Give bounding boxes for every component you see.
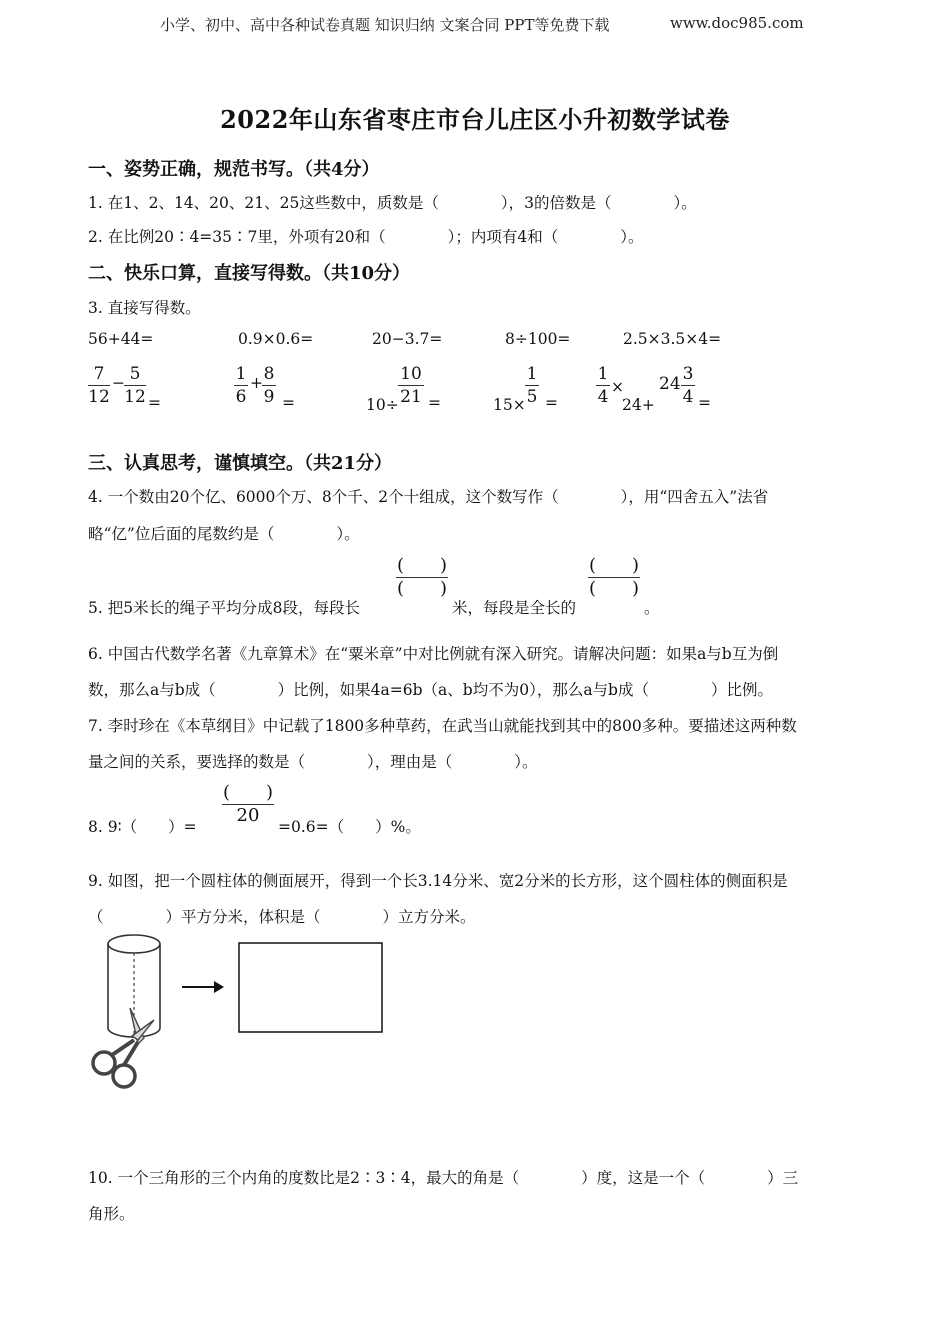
equals-1: = xyxy=(148,394,161,412)
plus-sign: + xyxy=(250,374,263,392)
header-url[interactable]: www.doc985.com xyxy=(670,14,804,32)
question-1: 1. 在1、2、14、20、21、25这些数中，质数是（ ），3的倍数是（ ）。 xyxy=(88,194,697,212)
fraction-1-5: 1 5 xyxy=(526,364,538,407)
question-8-text-a: 8. 9∶（ ）= xyxy=(88,818,197,836)
q5-ratio-fraction: ( ) ( ) xyxy=(588,555,640,599)
section-heading-1: 一、姿势正确，规范书写。（共4分） xyxy=(88,159,380,180)
unfolded-rectangle xyxy=(238,942,384,1034)
calc-3: 20−3.7= xyxy=(372,330,443,348)
header-left: 小学、初中、高中各种试卷真题 知识归纳 文案合同 PPT等免费下载 xyxy=(160,16,610,34)
calc-4: 8÷100= xyxy=(505,330,571,348)
fraction-1-4: 1 4 xyxy=(597,364,609,407)
fraction-8-9: 8 9 xyxy=(263,364,275,407)
cylinder-scissors-figure xyxy=(82,928,172,1098)
fraction-10-21: 10 21 xyxy=(398,364,424,407)
multiply-prefix: 15× xyxy=(493,396,526,414)
question-2: 2. 在比例20∶4=35∶7里，外项有20和（ ）；内项有4和（ ）。 xyxy=(88,228,644,246)
whole-24: 24 xyxy=(659,374,681,394)
question-4-line2: 略“亿”位后面的尾数约是（ ）。 xyxy=(88,525,360,543)
calc-1: 56+44= xyxy=(88,330,154,348)
question-8-text-b: =0.6=（ ）%。 xyxy=(278,818,421,836)
fraction-3-4: 3 4 xyxy=(682,364,694,407)
question-7-line2: 量之间的关系，要选择的数是（ ），理由是（ ）。 xyxy=(88,753,538,771)
fraction-1-6: 1 6 xyxy=(235,364,247,407)
section-heading-3: 三、认真思考，谨慎填空。（共21分） xyxy=(88,453,393,474)
question-3: 3. 直接写得数。 xyxy=(88,299,201,317)
question-5-text-c: 。 xyxy=(644,599,660,617)
q8-fraction: ( ) 20 xyxy=(222,782,274,826)
question-6-line1: 6. 中国古代数学名著《九章算术》在“粟米章”中对比例就有深入研究。请解决问题：如果a与b互为倒 xyxy=(88,645,779,663)
fraction-5-12: 5 12 xyxy=(124,364,146,407)
question-4-line1: 4. 一个数由20个亿、6000个万、8个千、2个十组成，这个数写作（ ），用“四舍五入”法省 xyxy=(88,488,769,506)
equals-5: = xyxy=(698,394,711,412)
plus-24: 24+ xyxy=(622,396,655,414)
page-title: 2022年山东省枣庄市台儿庄区小升初数学试卷 xyxy=(220,105,730,134)
calc-5: 2.5×3.5×4= xyxy=(623,330,722,348)
minus-sign: − xyxy=(112,374,125,392)
fraction-7-12: 7 12 xyxy=(88,364,110,407)
equals-4: = xyxy=(545,394,558,412)
equals-2: = xyxy=(282,394,295,412)
question-9-line2: （ ）平方分米，体积是（ ）立方分米。 xyxy=(88,908,476,926)
question-7-line1: 7. 李时珍在《本草纲目》中记载了1800多种草药，在武当山就能找到其中的800多种。要描述这两种数 xyxy=(88,717,797,735)
question-10-line2: 角形。 xyxy=(88,1205,135,1223)
question-5-text-a: 5. 把5米长的绳子平均分成8段，每段长 xyxy=(88,599,360,617)
question-5-text-b: 米，每段是全长的 xyxy=(452,599,577,617)
question-6-line2: 数，那么a与b成（ ）比例，如果4a=6b（a、b均不为0），那么a与b成（ ）比例。 xyxy=(88,681,773,699)
arrow-right-icon xyxy=(180,978,226,996)
question-10-line1: 10. 一个三角形的三个内角的度数比是2∶3∶4，最大的角是（ ）度，这是一个（ ）三 xyxy=(88,1169,799,1187)
equals-3: = xyxy=(428,394,441,412)
calc-2: 0.9×0.6= xyxy=(238,330,314,348)
q5-length-fraction: ( ) ( ) xyxy=(396,555,448,599)
times-sign: × xyxy=(611,378,624,396)
divide-prefix: 10÷ xyxy=(366,396,399,414)
question-9-line1: 9. 如图，把一个圆柱体的侧面展开，得到一个长3.14分米、宽2分米的长方形，这个圆柱体的侧面积是 xyxy=(88,872,788,890)
section-heading-2: 二、快乐口算，直接写得数。（共10分） xyxy=(88,263,411,284)
